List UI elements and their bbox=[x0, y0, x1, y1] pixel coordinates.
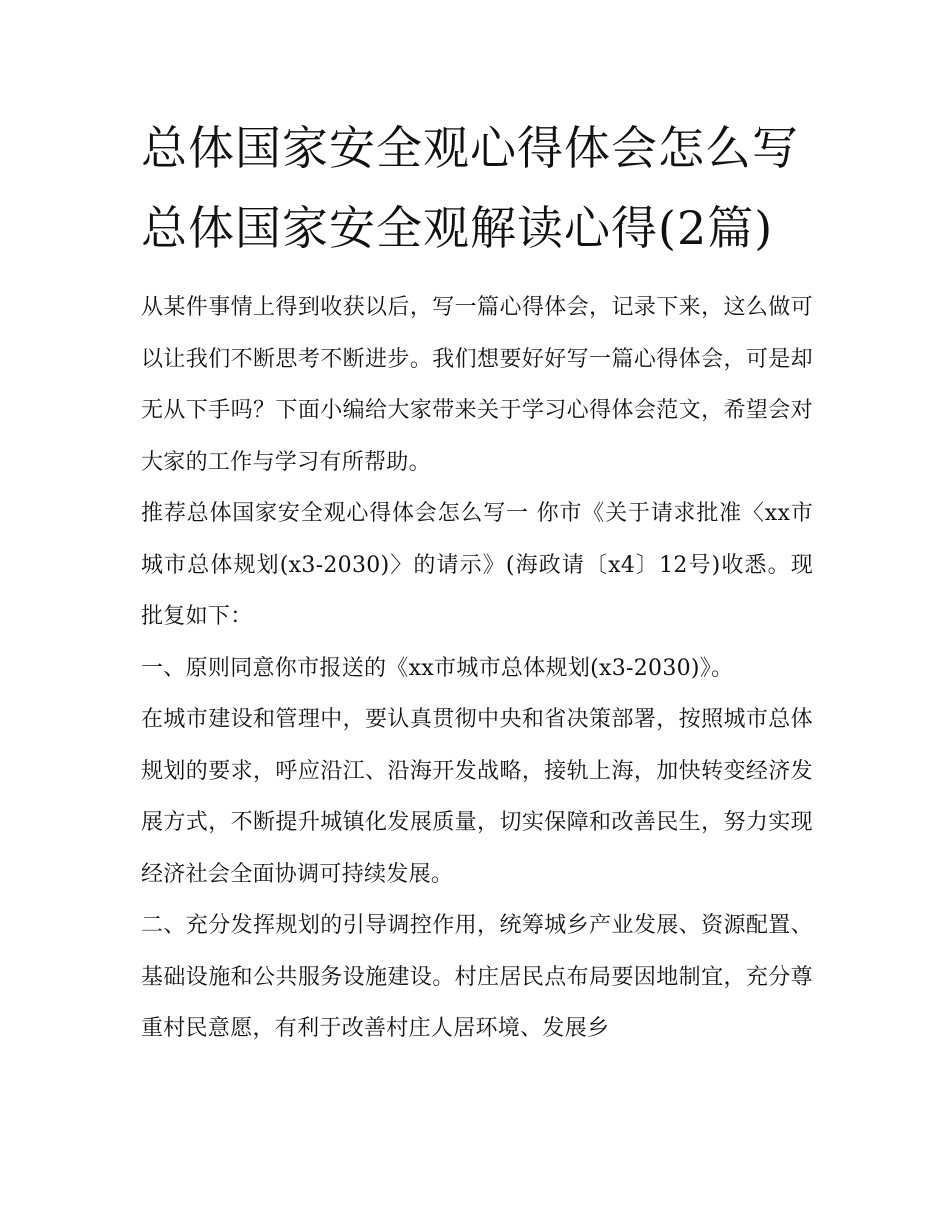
paragraph-construction: 在城市建设和管理中，要认真贯彻中央和省决策部署，按照城市总体规划的要求，呼应沿江、沿海开发战略，接轨上海，加快转变经济发展方式，不断提升城镇化发展质量，切实保障和改善民生，努力实现经济社会全面协调可持续发展。 bbox=[141, 707, 813, 887]
document-page bbox=[141, 108, 813, 1055]
paragraph-item-2: 二、充分发挥规划的引导调控作用，统筹城乡产业发展、资源配置、基础设施和公共服务设施建设。村庄居民点布局要因地制宜，充分尊重村民意愿，有利于改善村庄人居环境、发展乡 bbox=[141, 913, 813, 1041]
paragraph-recommend: 推荐总体国家安全观心得体会怎么写一 你市《关于请求批准〈xx市城市总体规划(x3-2030)〉的请示》(海政请〔x4〕12号)收悉。现批复如下： bbox=[141, 501, 813, 629]
paragraph-intro: 从某件事情上得到收获以后，写一篇心得体会，记录下来，这么做可以让我们不断思考不断进步。我们想要好好写一篇心得体会，可是却无从下手吗？下面小编给大家带来关于学习心得体会范文，希望会对大家的工作与学习有所帮助。 bbox=[141, 295, 813, 475]
paragraph-item-1: 一、原则同意你市报送的《xx市城市总体规划(x3-2030)》。 bbox=[141, 655, 734, 681]
document-title: 总体国家安全观心得体会怎么写 总体国家安全观解读心得(2篇) bbox=[141, 121, 799, 255]
